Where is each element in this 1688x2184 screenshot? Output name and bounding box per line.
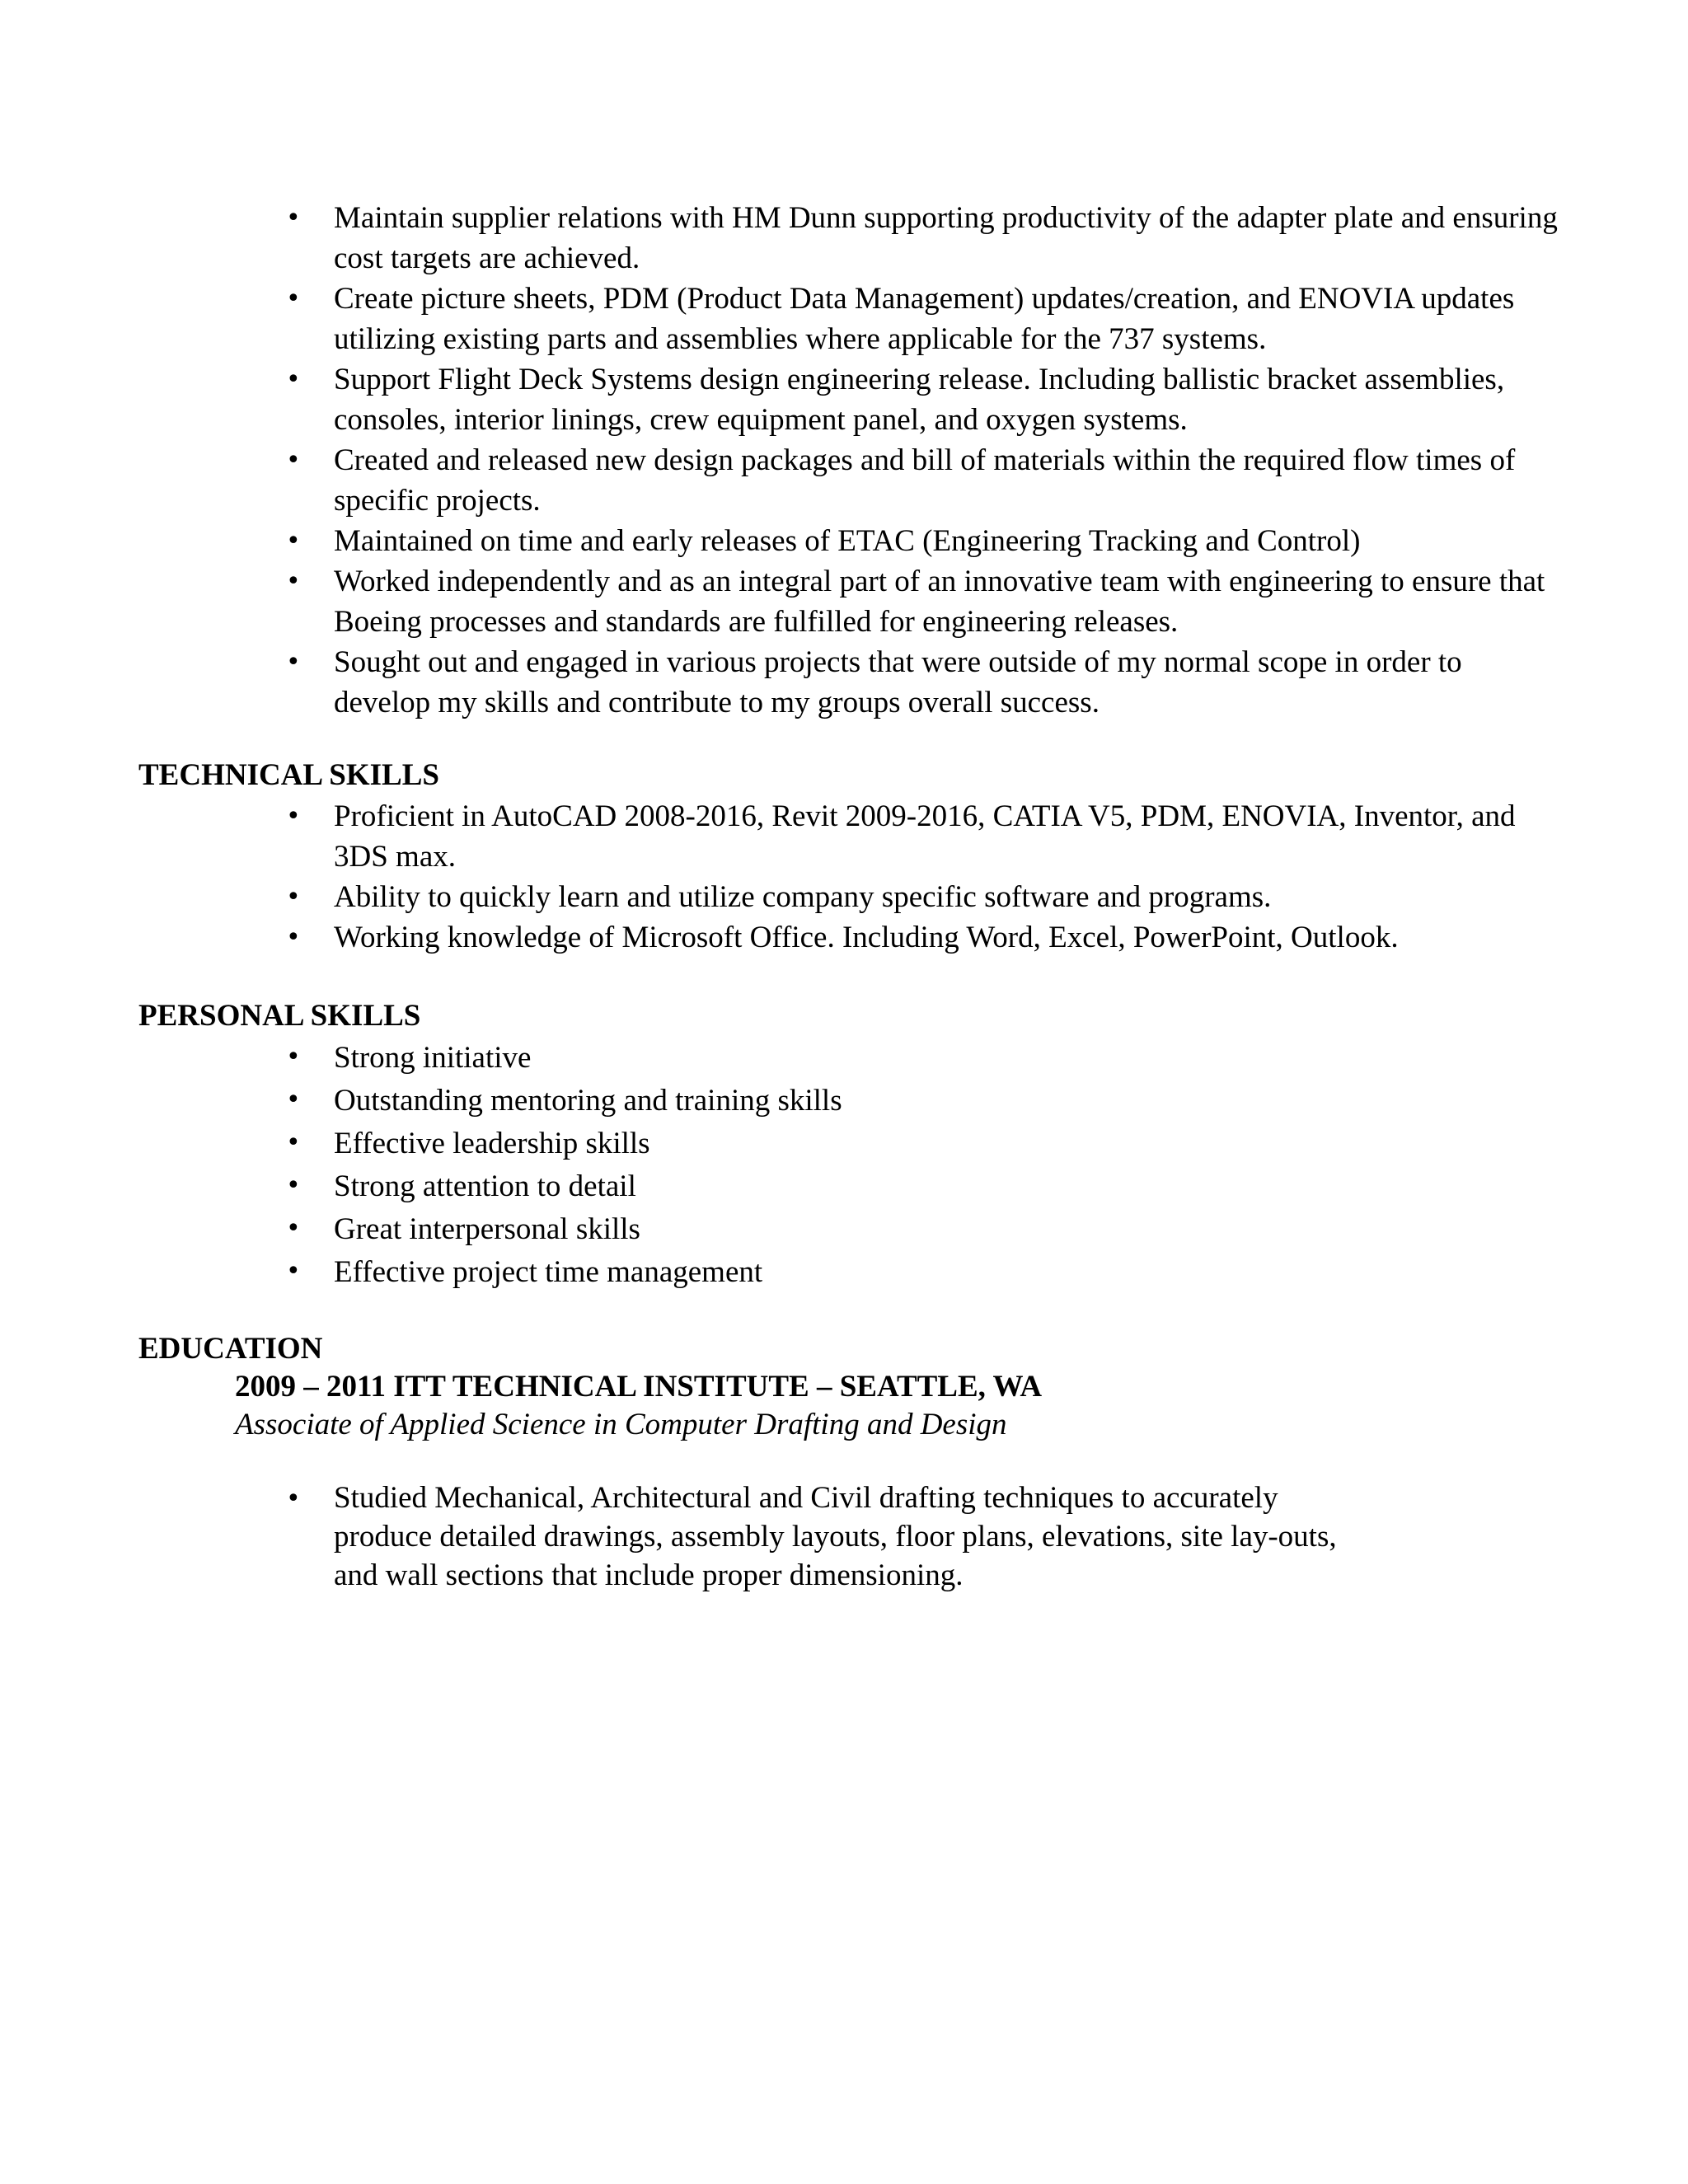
list-item: • Great interpersonal skills	[0, 1208, 1562, 1251]
list-item: • Effective project time management	[0, 1251, 1562, 1294]
list-item: • Working knowledge of Microsoft Office. Including Word, Excel, PowerPoint, Outlook.	[0, 917, 1562, 958]
experience-bullet-list	[0, 198, 1688, 723]
list-item: • Outstanding mentoring and training skills	[0, 1080, 1562, 1122]
education-school-line: 2009 – 2011 ITT TECHNICAL INSTITUTE – SEATTLE, WA	[235, 1370, 1043, 1404]
list-item: • Proficient in AutoCAD 2008-2016, Revit 2009-2016, CATIA V5, PDM, ENOVIA, Inventor, and 3DS max.	[0, 796, 1562, 877]
personal-skills-heading: PERSONAL SKILLS	[138, 999, 421, 1033]
technical-skills-list	[0, 796, 1688, 958]
technical-skills-heading: TECHNICAL SKILLS	[138, 758, 439, 792]
list-item: • Ability to quickly learn and utilize company specific software and programs.	[0, 877, 1562, 917]
list-item: • Effective leadership skills	[0, 1122, 1562, 1165]
list-item: • Studied Mechanical, Architectural and Civil drafting techniques to accurately produce detailed drawings, assembly layouts, floor plans, elevations, site lay-outs, and wall sections that include proper dimensioning.	[0, 1479, 1348, 1595]
list-item: • Maintained on time and early releases of ETAC (Engineering Tracking and Control)	[0, 521, 1562, 561]
list-item: • Support Flight Deck Systems design engineering release. Including ballistic bracket assemblies, consoles, interior linings, crew equipment panel, and oxygen systems.	[0, 359, 1562, 440]
education-bullet-list	[0, 1479, 1688, 1595]
list-item: • Strong initiative	[0, 1037, 1562, 1080]
education-heading: EDUCATION	[138, 1332, 323, 1366]
list-item: • Maintain supplier relations with HM Dunn supporting productivity of the adapter plate and ensuring cost targets are achieved.	[0, 198, 1562, 279]
education-degree: Associate of Applied Science in Computer Drafting and Design	[235, 1408, 1007, 1441]
list-item: • Strong attention to detail	[0, 1165, 1562, 1208]
personal-skills-list	[0, 1037, 1688, 1294]
list-item: • Worked independently and as an integral part of an innovative team with engineering to ensure that Boeing processes and standards are fulfilled for engineering releases.	[0, 561, 1562, 642]
list-item: • Sought out and engaged in various projects that were outside of my normal scope in order to develop my skills and contribute to my groups overall success.	[0, 642, 1562, 723]
list-item: • Create picture sheets, PDM (Product Data Management) updates/creation, and ENOVIA updates utilizing existing parts and assemblies where applicable for the 737 systems.	[0, 279, 1562, 359]
list-item: • Created and released new design packages and bill of materials within the required flow times of specific projects.	[0, 440, 1562, 521]
